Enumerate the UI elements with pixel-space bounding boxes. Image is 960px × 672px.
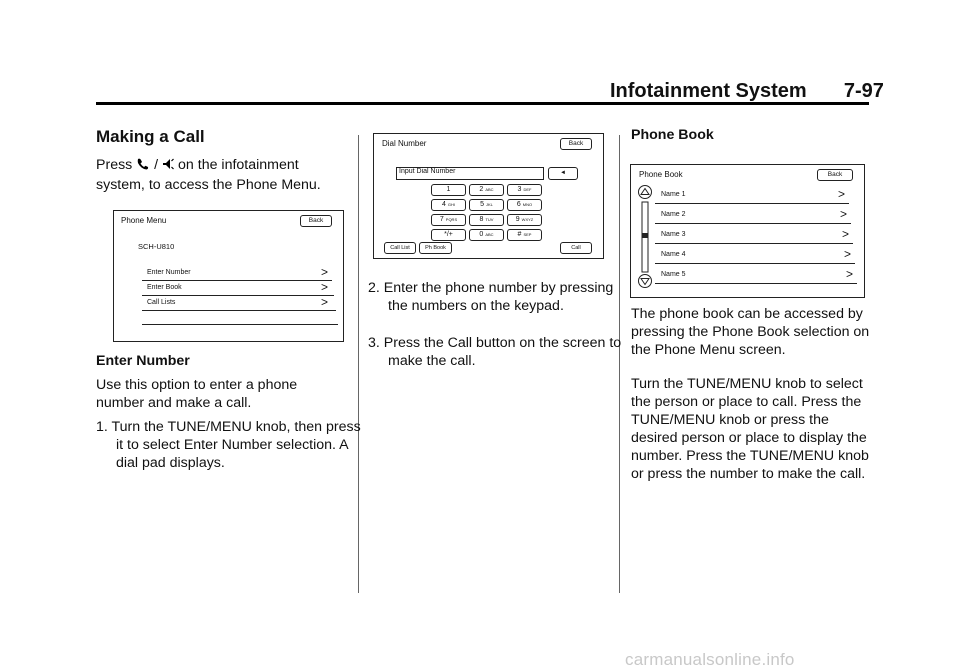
key-letters: SEP [523,232,532,237]
column-divider [358,135,359,593]
name-label: Name 2 [661,211,686,218]
list-item[interactable] [655,245,851,263]
menu-item-label: Call Lists [147,299,176,306]
key-letters: MNO [522,202,533,207]
keypad [431,184,543,242]
list-item[interactable] [655,265,853,283]
keypad-key[interactable] [469,199,504,211]
step-2: 2. Enter the phone number by pressing the numbers on the keypad. [368,280,614,314]
key-letters: ABC [485,232,494,237]
chevron-right-icon: > [839,207,847,221]
menu-item-label: Enter Number [147,269,191,276]
screen-title: Phone Book [639,170,683,179]
divider [655,283,857,284]
key-digit: */+ [444,231,453,238]
back-button[interactable]: Back [817,169,853,181]
list-item[interactable] [655,225,849,243]
name-label: Name 4 [661,251,686,258]
key-digit: 7 [439,216,444,223]
call-list-button[interactable]: Call List [384,242,416,254]
name-label: Name 3 [661,231,686,238]
input-label: Input Dial Number [399,168,456,175]
dial-number-input[interactable] [396,167,544,180]
key-letters: PQRS [445,217,458,222]
list-item[interactable] [655,205,847,223]
keypad-key[interactable] [469,229,504,241]
paragraph-2: Turn the TUNE/MENU knob to select the person or place to call. Press the TUNE/MENU knob or press the desired person or place to display the number. Press the TUNE/MENU knob or press the number to make the call. [631,376,869,482]
key-letters: ABC [485,187,494,192]
key-digit: 0 [479,231,484,238]
scrollbar[interactable] [637,185,653,295]
key-digit: 6 [516,201,521,208]
intro-paragraph [96,156,356,174]
key-letters: WXYZ [521,217,534,222]
keypad-key[interactable] [507,214,542,226]
phone-book-button[interactable]: Ph Book [419,242,452,254]
paragraph-line: number and make a call. [96,395,252,411]
name-list [655,185,860,295]
name-label: Name 5 [661,271,686,278]
menu-item-enter-number[interactable] [142,266,330,280]
key-digit: 2 [479,186,484,193]
paragraph-1: The phone book can be accessed by pressing the Phone Book selection on the Phone Menu screen. [631,306,870,358]
key-letters: JKL [486,202,493,207]
back-button[interactable]: Back [300,215,332,227]
voice-command-icon [162,157,174,171]
intro-line-2: system, to access the Phone Menu. [96,177,321,193]
chevron-right-icon: > [843,247,851,261]
divider [142,310,336,311]
header-rule [96,102,869,105]
keypad-key[interactable] [469,184,504,196]
watermark: carmanualsonline.info [625,650,795,669]
phone-icon [136,157,150,171]
device-name: SCH-U810 [138,242,175,251]
keypad-key[interactable] [507,229,542,241]
keypad-key[interactable] [507,184,542,196]
intro-text: on the infotainment [178,157,299,173]
key-letters: DEF [523,187,532,192]
chevron-right-icon: > [845,267,853,281]
chevron-right-icon: > [320,265,328,279]
subheading-phone-book: Phone Book [631,127,714,143]
key-digit: 1 [446,186,451,193]
subheading-enter-number: Enter Number [96,353,190,369]
divider [142,324,338,325]
keypad-key[interactable] [507,199,542,211]
screen-title: Dial Number [382,139,427,148]
chevron-right-icon: > [837,187,845,201]
key-digit: 4 [441,201,446,208]
backspace-button[interactable]: ◄ [548,167,578,180]
divider [655,263,855,264]
name-label: Name 1 [661,191,686,198]
phone-menu-screen [113,210,344,342]
phone-book-screen [630,164,865,298]
keypad-key[interactable] [469,214,504,226]
intro-text: Press [96,157,133,173]
list-item[interactable] [655,185,845,203]
paragraph-line: Use this option to enter a phone [96,377,298,393]
menu-item-label: Enter Book [147,284,182,291]
key-digit: 5 [480,201,484,208]
intro-separator: / [154,157,159,173]
key-digit: 3 [517,186,522,193]
dial-pad-screen [373,133,604,259]
menu-item-call-lists[interactable] [142,296,330,310]
key-digit: 9 [515,216,520,223]
keypad-key[interactable] [431,214,466,226]
call-button[interactable]: Call [560,242,592,254]
key-digit: # [517,231,522,238]
page-header [610,80,884,103]
chevron-right-icon: > [320,295,328,309]
chevron-right-icon: > [320,280,328,294]
key-letters: GHI [447,202,456,207]
keypad-key[interactable] [431,199,466,211]
divider [655,203,849,204]
step-3: 3. Press the Call button on the screen to make the call. [368,335,622,369]
chevron-right-icon: > [841,227,849,241]
back-button[interactable]: Back [560,138,592,150]
key-digit: 8 [479,216,484,223]
section-heading: Making a Call [96,127,205,146]
key-letters: TUV [485,217,494,222]
section-title: Infotainment System [610,80,807,102]
keypad-key[interactable] [431,229,466,241]
page-number: 7-97 [843,80,884,102]
divider [655,223,851,224]
screen-title: Phone Menu [121,216,167,225]
keypad-key[interactable] [431,184,466,196]
step-1: 1. Turn the TUNE/MENU knob, then press it to select Enter Number selection. A dial pad displays. [96,419,361,471]
divider [655,243,853,244]
menu-item-enter-book[interactable] [142,281,330,295]
